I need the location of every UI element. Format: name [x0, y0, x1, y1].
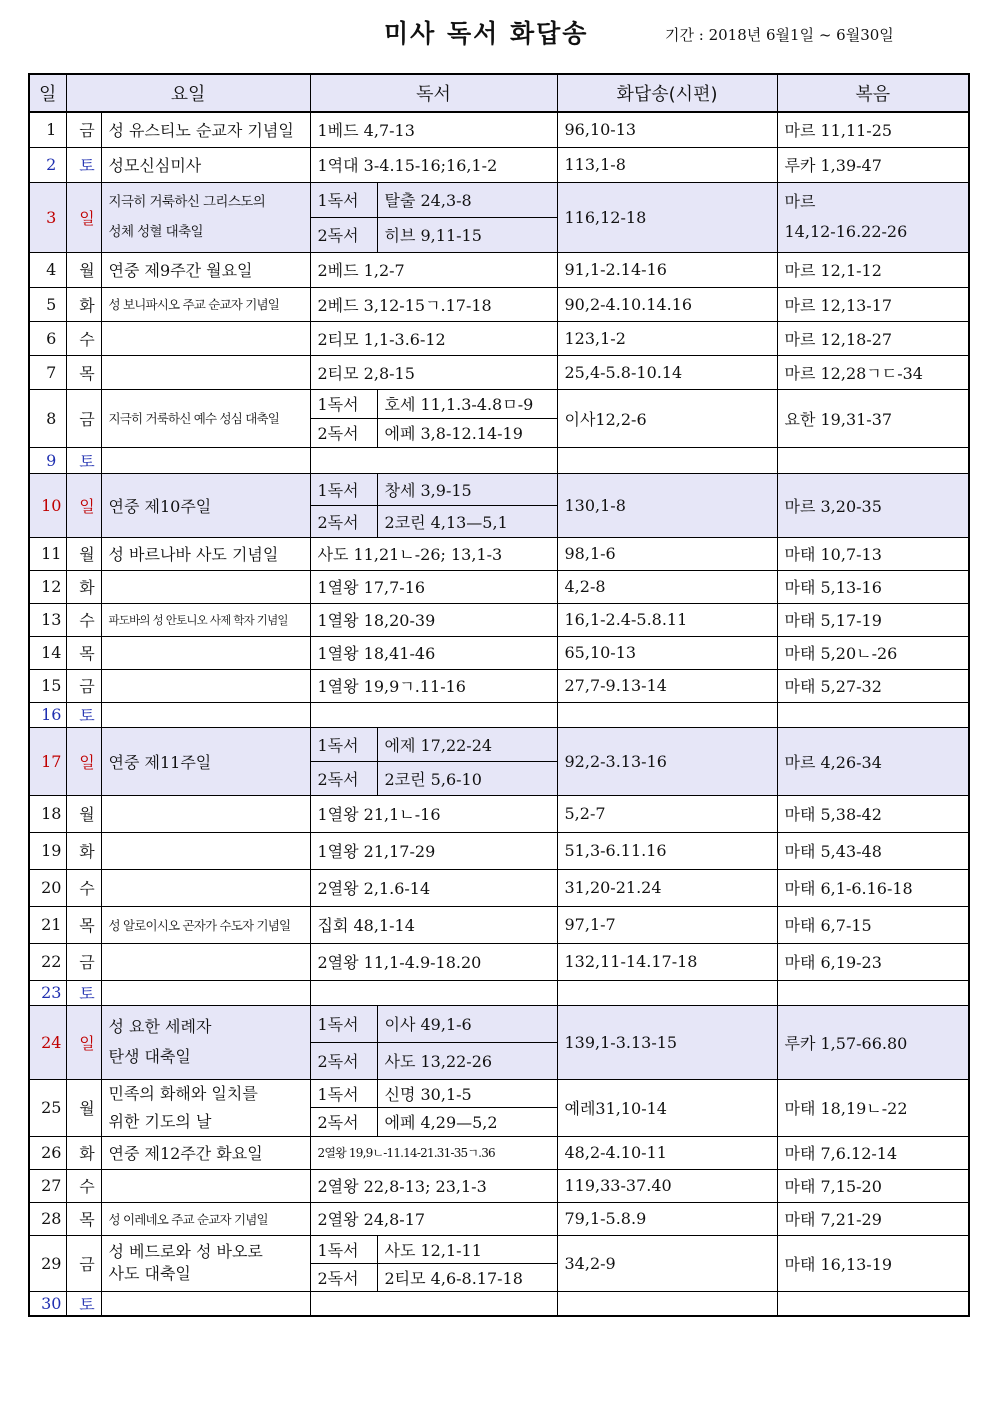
feast-cell — [101, 943, 310, 980]
day-cell: 28 — [29, 1202, 66, 1235]
weekday-cell: 토 — [66, 980, 101, 1005]
reading-cell: 2티모 2,8-15 — [310, 355, 557, 389]
table-row — [29, 570, 969, 603]
psalm-cell: 16,1-2.4-5.8.11 — [557, 603, 777, 636]
feast-line: 탄생 대축일 — [108, 1047, 191, 1066]
feast-cell — [101, 1235, 310, 1291]
gospel-cell: 루카 1,39-47 — [777, 147, 969, 182]
feast-cell: 성 알로이시오 곤자가 수도자 기념일 — [101, 906, 310, 943]
feast-cell: 성 보니파시오 주교 순교자 기념일 — [101, 287, 310, 321]
table-row — [29, 182, 969, 217]
gospel-cell — [777, 447, 969, 473]
gospel-cell — [777, 702, 969, 727]
feast-line: 성 요한 세례자 — [108, 1017, 212, 1036]
psalm-cell: 51,3-6.11.16 — [557, 832, 777, 869]
table-row — [29, 636, 969, 669]
table-row — [29, 869, 969, 906]
feast-line: 지극히 거룩하신 그리스도의 — [108, 194, 266, 210]
reading-cell: 2열왕 19,9ㄴ-11.14-21.31-35ㄱ.36 — [310, 1136, 557, 1169]
table-row — [29, 355, 969, 389]
reading-label: 1독서 — [310, 182, 377, 217]
weekday-cell: 토 — [66, 147, 101, 182]
reading-cell: 히브 9,11-15 — [377, 217, 557, 252]
reading-label: 2독서 — [310, 505, 377, 537]
weekday-cell: 일 — [66, 1005, 101, 1079]
feast-cell: 성모신심미사 — [101, 147, 310, 182]
feast-cell — [101, 795, 310, 832]
day-cell: 17 — [29, 727, 66, 795]
reading-cell: 1베드 4,7-13 — [310, 112, 557, 147]
table-row — [29, 1005, 969, 1042]
table-row — [29, 447, 969, 473]
gospel-cell: 마르 12,13-17 — [777, 287, 969, 321]
day-cell: 15 — [29, 669, 66, 702]
reading-label: 1독서 — [310, 389, 377, 418]
table-row — [29, 1291, 969, 1316]
weekday-cell: 수 — [66, 869, 101, 906]
day-cell: 8 — [29, 389, 66, 447]
psalm-cell: 113,1-8 — [557, 147, 777, 182]
feast-cell — [101, 636, 310, 669]
psalm-cell: 98,1-6 — [557, 537, 777, 570]
day-cell: 24 — [29, 1005, 66, 1079]
psalm-cell: 116,12-18 — [557, 182, 777, 252]
gospel-cell: 마태 5,13-16 — [777, 570, 969, 603]
psalm-cell: 97,1-7 — [557, 906, 777, 943]
gospel-cell: 마르 12,28ㄱㄷ-34 — [777, 355, 969, 389]
psalm-cell: 48,2-4.10-11 — [557, 1136, 777, 1169]
col-header-weekday: 요일 — [66, 74, 310, 112]
gospel-cell: 마르 12,18-27 — [777, 321, 969, 355]
psalm-cell: 이사12,2-6 — [557, 389, 777, 447]
reading-cell — [310, 447, 557, 473]
day-cell: 22 — [29, 943, 66, 980]
weekday-cell: 금 — [66, 669, 101, 702]
feast-cell — [101, 980, 310, 1005]
day-cell: 12 — [29, 570, 66, 603]
reading-cell: 2코린 5,6-10 — [377, 761, 557, 795]
reading-cell: 2티모 4,6-8.17-18 — [377, 1263, 557, 1291]
col-header-reading: 독서 — [310, 74, 557, 112]
gospel-line: 마르 — [784, 192, 816, 211]
feast-cell: 연중 제10주일 — [101, 473, 310, 537]
weekday-cell: 금 — [66, 112, 101, 147]
gospel-cell: 마르 12,1-12 — [777, 252, 969, 287]
reading-label: 2독서 — [310, 217, 377, 252]
reading-cell: 2티모 1,1-3.6-12 — [310, 321, 557, 355]
day-cell: 1 — [29, 112, 66, 147]
psalm-cell: 34,2-9 — [557, 1235, 777, 1291]
feast-cell — [101, 832, 310, 869]
psalm-cell: 119,33-37.40 — [557, 1169, 777, 1202]
feast-cell — [101, 447, 310, 473]
reading-cell: 집회 48,1-14 — [310, 906, 557, 943]
feast-cell — [101, 702, 310, 727]
table-row — [29, 943, 969, 980]
col-header-gospel: 복음 — [777, 74, 969, 112]
gospel-cell: 마태 5,38-42 — [777, 795, 969, 832]
table-row — [29, 795, 969, 832]
feast-cell: 성 바르나바 사도 기념일 — [101, 537, 310, 570]
psalm-cell: 예레31,10-14 — [557, 1079, 777, 1136]
reading-cell: 1열왕 21,17-29 — [310, 832, 557, 869]
reading-cell — [310, 980, 557, 1005]
weekday-cell: 일 — [66, 182, 101, 252]
feast-cell — [101, 182, 310, 252]
reading-cell: 호세 11,1.3-4.8ㅁ-9 — [377, 389, 557, 418]
weekday-cell: 일 — [66, 727, 101, 795]
table-row — [29, 537, 969, 570]
table-row — [29, 603, 969, 636]
weekday-cell: 토 — [66, 702, 101, 727]
feast-line: 민족의 화해와 일치를 — [108, 1083, 258, 1103]
feast-cell: 연중 제9주간 월요일 — [101, 252, 310, 287]
weekday-cell: 금 — [66, 389, 101, 447]
reading-cell: 1열왕 19,9ㄱ.11-16 — [310, 669, 557, 702]
day-cell: 23 — [29, 980, 66, 1005]
gospel-line: 14,12-16.22-26 — [784, 222, 908, 241]
reading-label: 1독서 — [310, 473, 377, 505]
gospel-cell: 마태 18,19ㄴ-22 — [777, 1079, 969, 1136]
gospel-cell: 마르 4,26-34 — [777, 727, 969, 795]
day-cell: 19 — [29, 832, 66, 869]
weekday-cell: 월 — [66, 795, 101, 832]
reading-cell: 탈출 24,3-8 — [377, 182, 557, 217]
day-cell: 18 — [29, 795, 66, 832]
reading-cell: 이사 49,1-6 — [377, 1005, 557, 1042]
weekday-cell: 금 — [66, 943, 101, 980]
gospel-cell: 마태 5,17-19 — [777, 603, 969, 636]
gospel-cell: 마태 6,19-23 — [777, 943, 969, 980]
feast-cell — [101, 1169, 310, 1202]
psalm-cell: 91,1-2.14-16 — [557, 252, 777, 287]
feast-line: 위한 기도의 날 — [108, 1111, 212, 1131]
psalm-cell: 123,1-2 — [557, 321, 777, 355]
weekday-cell: 수 — [66, 1169, 101, 1202]
reading-cell — [310, 702, 557, 727]
psalm-cell: 31,20-21.24 — [557, 869, 777, 906]
table-row — [29, 1169, 969, 1202]
day-cell: 6 — [29, 321, 66, 355]
gospel-cell: 마태 7,21-29 — [777, 1202, 969, 1235]
gospel-cell: 마태 7,15-20 — [777, 1169, 969, 1202]
reading-cell: 신명 30,1-5 — [377, 1079, 557, 1108]
reading-cell: 2열왕 11,1-4.9-18.20 — [310, 943, 557, 980]
psalm-cell — [557, 1291, 777, 1316]
day-cell: 27 — [29, 1169, 66, 1202]
day-cell: 10 — [29, 473, 66, 537]
table-row — [29, 389, 969, 418]
day-cell: 30 — [29, 1291, 66, 1316]
feast-cell — [101, 570, 310, 603]
weekday-cell: 월 — [66, 252, 101, 287]
weekday-cell: 금 — [66, 1235, 101, 1291]
date-range: 기간 : 2018년 6월1일 ~ 6월30일 — [665, 26, 894, 44]
reading-cell: 2열왕 22,8-13; 23,1-3 — [310, 1169, 557, 1202]
day-cell: 5 — [29, 287, 66, 321]
gospel-cell — [777, 1291, 969, 1316]
col-header-psalm: 화답송(시편) — [557, 74, 777, 112]
reading-cell: 에제 17,22-24 — [377, 727, 557, 761]
table-row — [29, 321, 969, 355]
table-row — [29, 1235, 969, 1263]
psalm-cell: 130,1-8 — [557, 473, 777, 537]
reading-label: 2독서 — [310, 1108, 377, 1137]
day-cell: 14 — [29, 636, 66, 669]
weekday-cell: 목 — [66, 1202, 101, 1235]
weekday-cell: 화 — [66, 287, 101, 321]
weekday-cell: 토 — [66, 447, 101, 473]
table-row — [29, 473, 969, 505]
weekday-cell: 월 — [66, 537, 101, 570]
psalm-cell: 139,1-3.13-15 — [557, 1005, 777, 1079]
reading-cell: 1열왕 18,41-46 — [310, 636, 557, 669]
day-cell: 20 — [29, 869, 66, 906]
weekday-cell: 화 — [66, 570, 101, 603]
weekday-cell: 화 — [66, 1136, 101, 1169]
feast-cell — [101, 1005, 310, 1079]
weekday-cell: 수 — [66, 321, 101, 355]
gospel-cell: 마태 5,43-48 — [777, 832, 969, 869]
weekday-cell: 토 — [66, 1291, 101, 1316]
feast-cell — [101, 869, 310, 906]
gospel-cell: 마태 5,20ㄴ-26 — [777, 636, 969, 669]
table-row — [29, 727, 969, 761]
reading-cell: 2열왕 24,8-17 — [310, 1202, 557, 1235]
psalm-cell: 90,2-4.10.14.16 — [557, 287, 777, 321]
psalm-cell: 96,10-13 — [557, 112, 777, 147]
day-cell: 29 — [29, 1235, 66, 1291]
weekday-cell: 수 — [66, 603, 101, 636]
reading-cell: 사도 11,21ㄴ-26; 13,1-3 — [310, 537, 557, 570]
feast-cell — [101, 321, 310, 355]
psalm-cell: 27,7-9.13-14 — [557, 669, 777, 702]
gospel-cell: 마태 7,6.12-14 — [777, 1136, 969, 1169]
gospel-cell: 마태 10,7-13 — [777, 537, 969, 570]
gospel-cell: 마태 6,7-15 — [777, 906, 969, 943]
day-cell: 26 — [29, 1136, 66, 1169]
feast-cell: 연중 제11주일 — [101, 727, 310, 795]
reading-cell: 창세 3,9-15 — [377, 473, 557, 505]
gospel-cell: 마르 3,20-35 — [777, 473, 969, 537]
day-cell: 25 — [29, 1079, 66, 1136]
table-row — [29, 1202, 969, 1235]
reading-cell: 2베드 1,2-7 — [310, 252, 557, 287]
feast-cell — [101, 1291, 310, 1316]
day-cell: 9 — [29, 447, 66, 473]
table-row — [29, 832, 969, 869]
reading-cell: 에페 4,29—5,2 — [377, 1108, 557, 1137]
gospel-cell — [777, 182, 969, 252]
feast-line: 사도 대축일 — [108, 1264, 191, 1283]
reading-cell — [310, 1291, 557, 1316]
reading-cell: 1열왕 17,7-16 — [310, 570, 557, 603]
reading-cell: 1역대 3-4.15-16;16,1-2 — [310, 147, 557, 182]
feast-cell — [101, 1079, 310, 1136]
col-header-day: 일 — [29, 74, 66, 112]
table-row — [29, 669, 969, 702]
feast-cell — [101, 355, 310, 389]
reading-cell: 사도 13,22-26 — [377, 1042, 557, 1079]
table-row — [29, 1079, 969, 1108]
reading-label: 1독서 — [310, 727, 377, 761]
reading-label: 1독서 — [310, 1005, 377, 1042]
reading-label: 2독서 — [310, 761, 377, 795]
psalm-cell: 65,10-13 — [557, 636, 777, 669]
gospel-cell: 마르 11,11-25 — [777, 112, 969, 147]
table-row — [29, 980, 969, 1005]
gospel-cell: 요한 19,31-37 — [777, 389, 969, 447]
reading-label: 1독서 — [310, 1235, 377, 1263]
weekday-cell: 일 — [66, 473, 101, 537]
table-row — [29, 112, 969, 147]
feast-cell — [101, 669, 310, 702]
reading-label: 2독서 — [310, 1042, 377, 1079]
reading-cell: 2베드 3,12-15ㄱ.17-18 — [310, 287, 557, 321]
feast-cell: 연중 제12주간 화요일 — [101, 1136, 310, 1169]
weekday-cell: 목 — [66, 636, 101, 669]
table-row — [29, 702, 969, 727]
psalm-cell — [557, 980, 777, 1005]
feast-cell: 지극히 거룩하신 예수 성심 대축일 — [101, 389, 310, 447]
gospel-cell: 마태 6,1-6.16-18 — [777, 869, 969, 906]
psalm-cell — [557, 702, 777, 727]
reading-cell: 1열왕 21,1ㄴ-16 — [310, 795, 557, 832]
weekday-cell: 목 — [66, 906, 101, 943]
reading-label: 2독서 — [310, 418, 377, 447]
psalm-cell: 132,11-14.17-18 — [557, 943, 777, 980]
psalm-cell: 25,4-5.8-10.14 — [557, 355, 777, 389]
psalm-cell: 5,2-7 — [557, 795, 777, 832]
header-row — [29, 74, 969, 112]
mass-readings-table — [28, 73, 970, 1317]
psalm-cell — [557, 447, 777, 473]
day-cell: 3 — [29, 182, 66, 252]
gospel-cell: 루카 1,57-66.80 — [777, 1005, 969, 1079]
reading-cell: 사도 12,1-11 — [377, 1235, 557, 1263]
reading-cell: 2코린 4,13—5,1 — [377, 505, 557, 537]
table-row — [29, 287, 969, 321]
day-cell: 16 — [29, 702, 66, 727]
weekday-cell: 화 — [66, 832, 101, 869]
weekday-cell: 월 — [66, 1079, 101, 1136]
page-title: 미사 독서 화답송 — [384, 19, 589, 48]
day-cell: 11 — [29, 537, 66, 570]
weekday-cell: 목 — [66, 355, 101, 389]
table-row — [29, 252, 969, 287]
gospel-cell: 마태 5,27-32 — [777, 669, 969, 702]
psalm-cell: 92,2-3.13-16 — [557, 727, 777, 795]
day-cell: 4 — [29, 252, 66, 287]
reading-cell: 1열왕 18,20-39 — [310, 603, 557, 636]
psalm-cell: 79,1-5.8.9 — [557, 1202, 777, 1235]
feast-line: 성체 성혈 대축일 — [108, 224, 203, 240]
gospel-cell — [777, 980, 969, 1005]
day-cell: 7 — [29, 355, 66, 389]
feast-cell: 파도바의 성 안토니오 사제 학자 기념일 — [101, 603, 310, 636]
table-row — [29, 147, 969, 182]
day-cell: 2 — [29, 147, 66, 182]
reading-label: 1독서 — [310, 1079, 377, 1108]
day-cell: 21 — [29, 906, 66, 943]
table-row — [29, 906, 969, 943]
day-cell: 13 — [29, 603, 66, 636]
feast-line: 성 베드로와 성 바오로 — [108, 1242, 263, 1261]
reading-label: 2독서 — [310, 1263, 377, 1291]
table-row — [29, 1136, 969, 1169]
psalm-cell: 4,2-8 — [557, 570, 777, 603]
reading-cell: 2열왕 2,1.6-14 — [310, 869, 557, 906]
feast-cell: 성 이레네오 주교 순교자 기념일 — [101, 1202, 310, 1235]
reading-cell: 에페 3,8-12.14-19 — [377, 418, 557, 447]
gospel-cell: 마태 16,13-19 — [777, 1235, 969, 1291]
feast-cell: 성 유스티노 순교자 기념일 — [101, 112, 310, 147]
